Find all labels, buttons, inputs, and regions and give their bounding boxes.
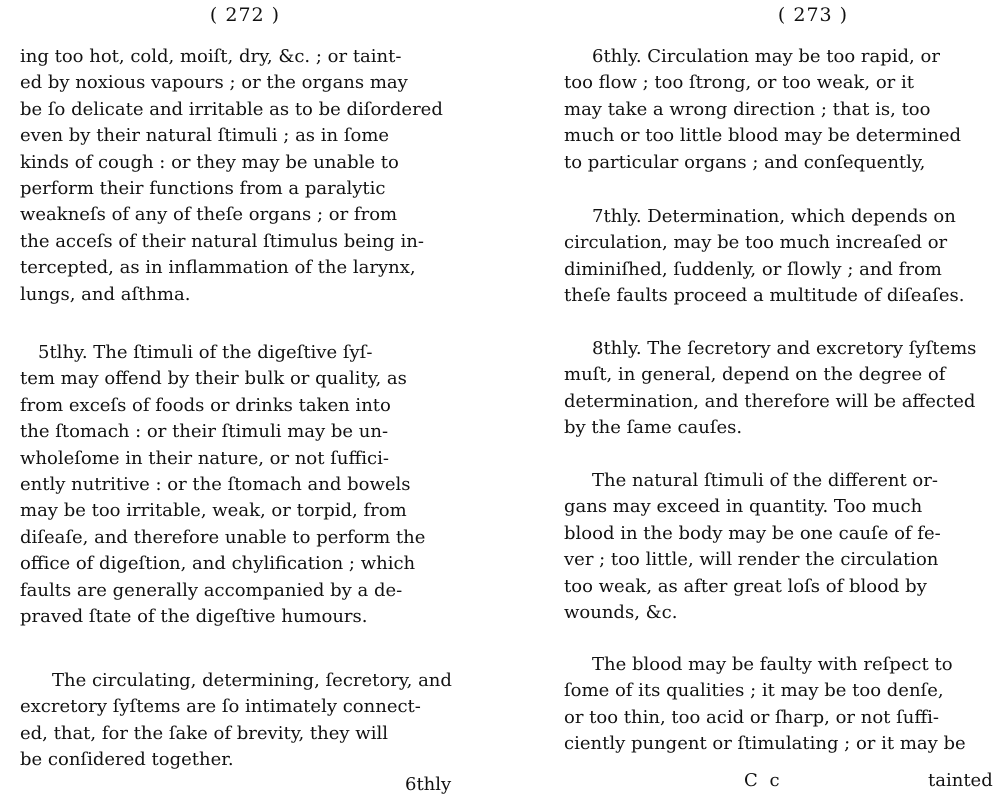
text-line: weakneſs of any of theſe organs ; or from — [20, 204, 398, 226]
text-line: ently nutritive : or the ſtomach and bowels — [20, 474, 411, 496]
text-line: gans may exceed in quantity. Too much — [564, 496, 923, 518]
text-line: 6thly. Circulation may be too rapid, or — [592, 46, 940, 67]
text-line: perform their functions from a paralytic — [20, 178, 386, 200]
text-line: circulation, may be too much increaſed or — [564, 232, 948, 254]
paragraph — [20, 340, 425, 630]
text-line: ver ; too little, will render the circulation — [564, 549, 939, 571]
signature-mark: C c — [744, 770, 783, 791]
text-line: from exceſs of foods or drinks taken into — [20, 394, 391, 416]
text-line: determination, and therefore will be affected — [564, 390, 976, 412]
text-line: tem may offend by their bulk or quality, as — [20, 368, 407, 390]
page-number-right: ( 273 ) — [777, 4, 849, 26]
text-line: The circulating, determining, ſecretory, and — [52, 670, 452, 691]
text-line: much or too little blood may be determined — [564, 125, 962, 147]
paragraph — [564, 336, 976, 442]
text-line: muſt, in general, depend on the degree of — [564, 364, 946, 386]
text-line: ſome of its qualities ; it may be too denſe, — [564, 680, 944, 702]
paragraph — [564, 204, 964, 310]
text-line: or too thin, too acid or ſharp, or not ſuffi- — [564, 706, 940, 728]
paragraph — [564, 652, 966, 758]
text-line: diminiſhed, ſuddenly, or ſlowly ; and from — [564, 258, 942, 280]
left-page — [0, 0, 470, 809]
text-line: diſeaſe, and therefore unable to perform the — [20, 526, 426, 548]
paragraph — [20, 668, 452, 774]
text-line: wounds, &c. — [564, 602, 678, 624]
text-line: wholeſome in their nature, or not ſuffici- — [20, 447, 389, 469]
text-line: 7thly. Determination, which depends on — [592, 206, 956, 227]
text-line: ing too hot, cold, moiſt, dry, &c. ; or taint- — [20, 46, 402, 67]
text-line: praved ſtate of the digeſtive humours. — [20, 606, 368, 628]
text-line: theſe faults proceed a multitude of diſeaſes. — [564, 285, 965, 307]
text-line: blood in the body may be one cauſe of fe- — [564, 522, 941, 544]
text-line: the ſtomach : or their ſtimuli may be un- — [20, 421, 389, 443]
text-line: ed by noxious vapours ; or the organs may — [20, 72, 408, 94]
text-line: excretory ſyſtems are ſo intimately connect- — [20, 696, 421, 718]
text-line: The blood may be faulty with reſpect to — [592, 654, 953, 675]
text-line: 5tlhy. The ſtimuli of the digeſtive ſyſ- — [38, 342, 373, 363]
text-line: be ſo delicate and irritable as to be diſordered — [20, 98, 443, 120]
text-line: to particular organs ; and conſequently, — [564, 151, 926, 173]
page-number-left: ( 272 ) — [209, 4, 281, 26]
text-line: too flow ; too ſtrong, or too weak, or it — [564, 72, 914, 94]
text-line: tercepted, as in inflammation of the larynx, — [20, 257, 416, 279]
text-line: ed, that, for the ſake of brevity, they will — [20, 722, 388, 744]
text-line: the acceſs of their natural ſtimulus being in- — [20, 230, 424, 252]
text-line: The natural ſtimuli of the different or- — [592, 470, 938, 491]
text-line: 8thly. The ſecretory and excretory ſyſtems — [592, 338, 977, 359]
paragraph — [564, 44, 961, 176]
text-line: may be too irritable, weak, or torpid, from — [20, 500, 407, 522]
paragraph — [20, 44, 443, 308]
catchword: 6thly — [405, 774, 452, 795]
text-line: be conſidered together. — [20, 749, 234, 771]
paragraph — [564, 468, 941, 626]
text-line: kinds of cough : or they may be unable to — [20, 151, 399, 173]
text-line: too weak, as after great loſs of blood by — [564, 575, 927, 597]
text-line: even by their natural ſtimuli ; as in ſome — [20, 125, 390, 147]
text-line: by the ſame cauſes. — [564, 417, 743, 439]
text-line: office of digeſtion, and chylification ; which — [20, 553, 416, 575]
text-line: lungs, and aſthma. — [20, 283, 191, 305]
right-page — [548, 0, 998, 809]
text-line: ciently pungent or ſtimulating ; or it may be — [564, 733, 966, 755]
text-line: may take a wrong direction ; that is, too — [564, 98, 931, 120]
catchword: tainted — [928, 770, 993, 791]
text-line: faults are generally accompanied by a de- — [20, 579, 403, 601]
